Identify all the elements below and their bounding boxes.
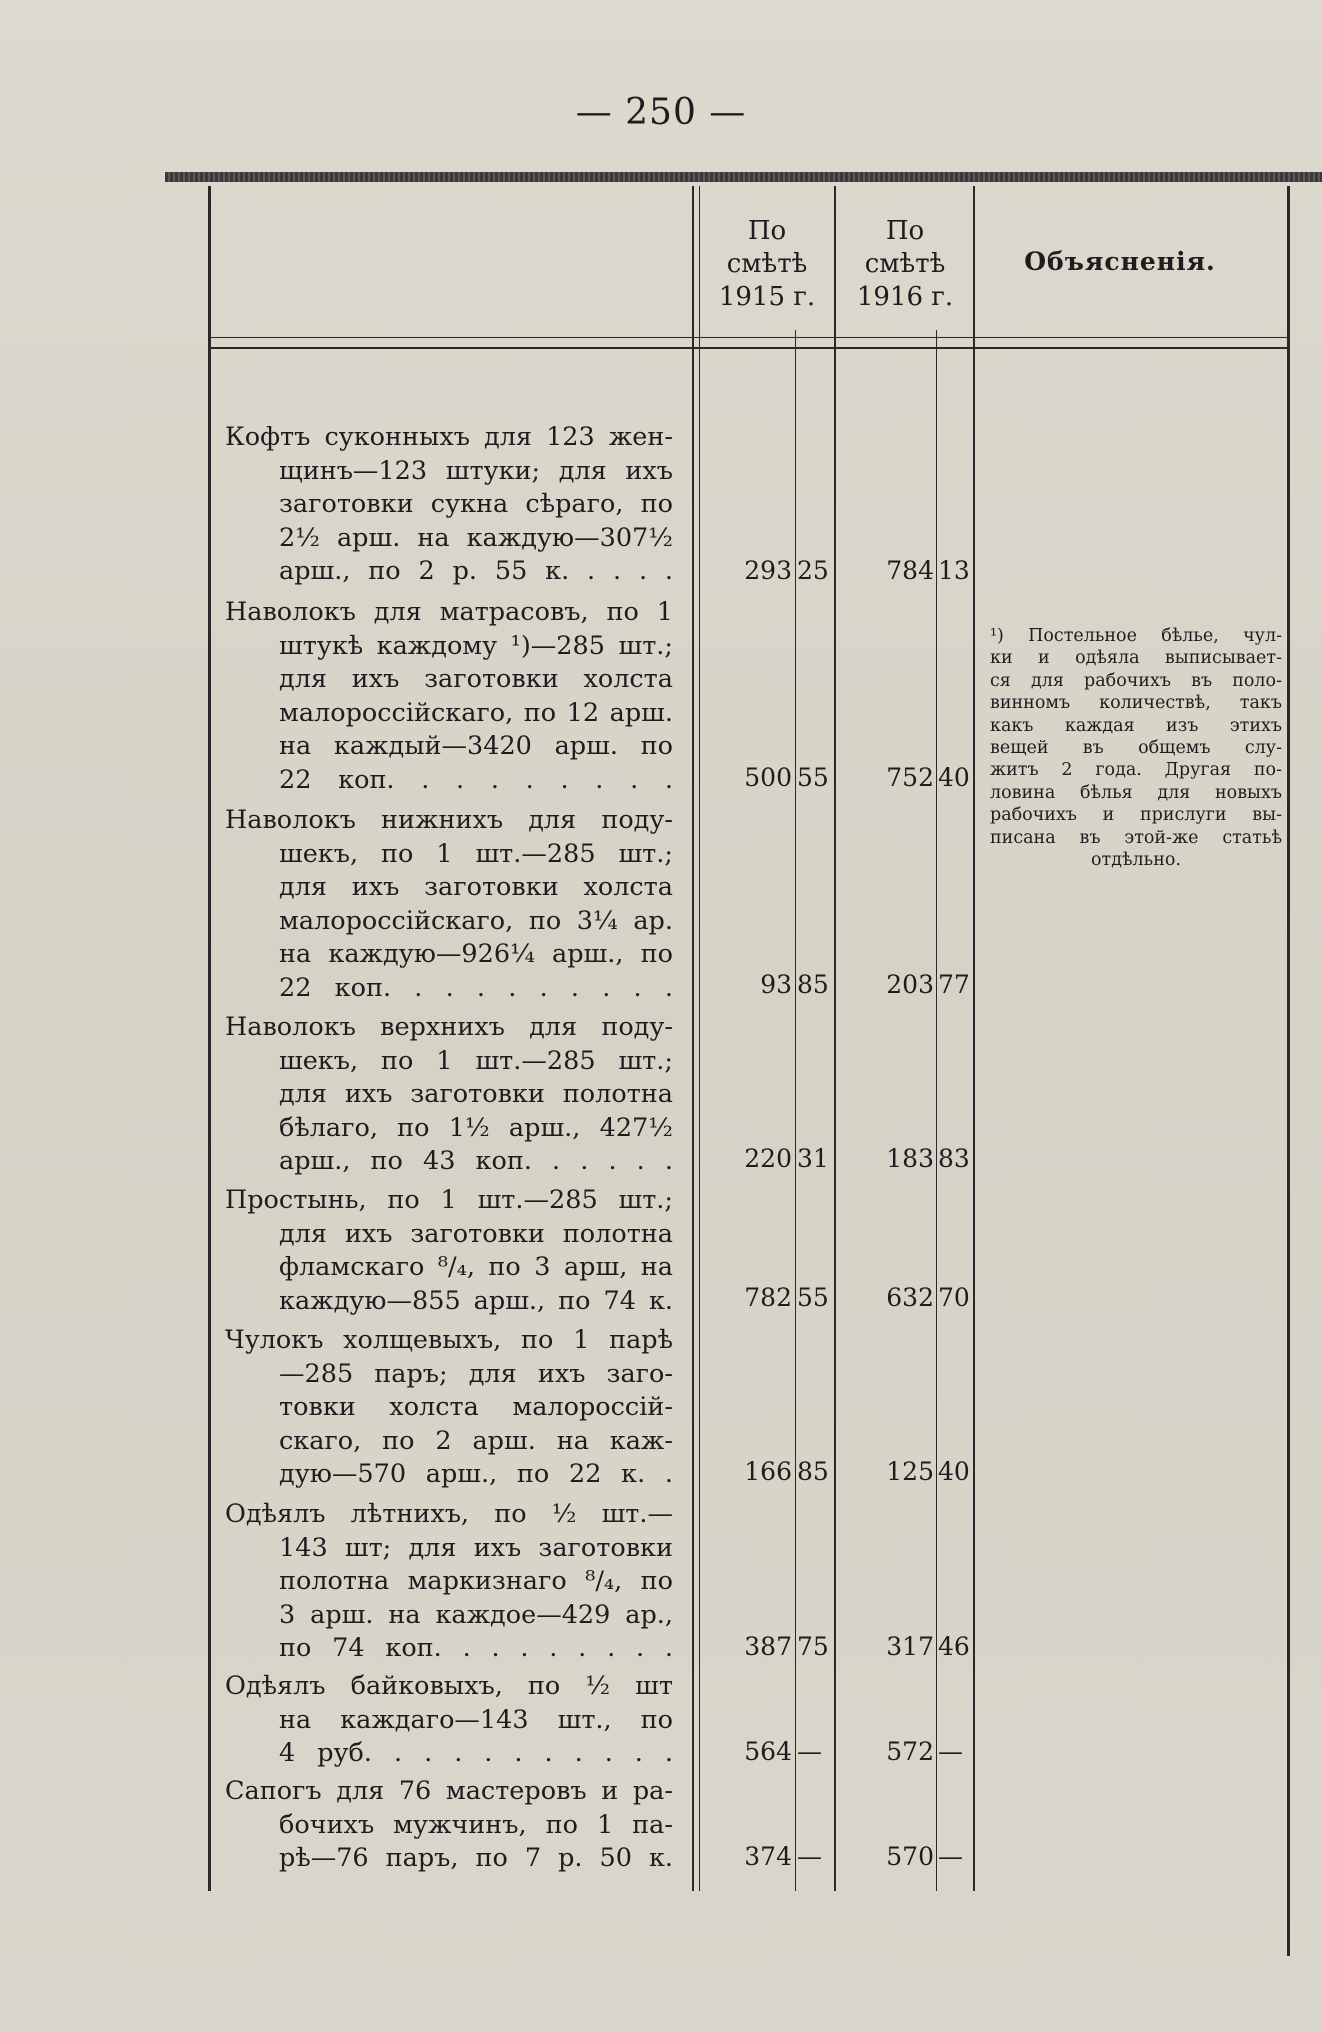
footnote-line: отдѣльно. — [1091, 850, 1181, 871]
amount-1916-kop: — — [938, 1737, 963, 1766]
entry-line: фламскаго ⁸/₄, по 3 арш, на — [279, 1252, 673, 1283]
entry-line: Одѣялъ лѣтнихъ, по ½ шт.— — [225, 1499, 673, 1529]
amount-1915-rub: 782 — [744, 1283, 792, 1312]
entry-line: штукѣ каждому ¹)—285 шт.; — [279, 630, 673, 661]
footnote-line: вещей въ общемъ слу- — [990, 738, 1282, 759]
footnote-line: ки и одѣяла выписывает- — [990, 648, 1282, 669]
entry-upper-pillowcases — [225, 1011, 673, 1179]
header-1916-line: 1916 г. — [856, 282, 954, 312]
header-rule — [210, 337, 1289, 338]
entry-line: на каждаго—143 шт., по — [279, 1704, 673, 1735]
entry-line: для ихъ заготовки холста — [279, 664, 673, 695]
amount-1915-kop: 85 — [797, 970, 829, 999]
entry-line: 143 шт; для ихъ заготовки — [279, 1532, 673, 1563]
amount-1916-kop: 13 — [938, 556, 970, 585]
amount-1915-rub: 387 — [744, 1632, 792, 1661]
entry-line: каждую—855 арш., по 74 к. — [279, 1285, 673, 1316]
entry-line: 2½ арш. на каждую—307½ — [279, 522, 673, 553]
amount-1915-rub: 293 — [744, 556, 792, 585]
footnote-line: какъ каждая изъ этихъ — [990, 715, 1282, 736]
entry-line: заготовки сукна сѣраго, по — [279, 489, 673, 520]
entry-line: Наволокъ верхнихъ для поду- — [225, 1012, 673, 1042]
amount-1916-rub: 570 — [886, 1842, 934, 1871]
amount-1915-kop: 75 — [797, 1632, 829, 1661]
amount-1916-rub: 203 — [886, 970, 934, 999]
column-divider — [795, 330, 796, 1891]
table-top-rule — [165, 172, 1322, 182]
amount-1915-rub: 93 — [760, 970, 792, 999]
entry-line: для ихъ заготовки полотна — [279, 1218, 673, 1249]
entry-line: бѣлаго, по 1½ арш., 427½ — [279, 1112, 673, 1143]
amount-1916-rub: 572 — [886, 1737, 934, 1766]
entry-line: 3 арш. на каждое—429 ар., — [279, 1599, 673, 1630]
footnote-explanation — [990, 625, 1282, 871]
entry-line: Наволокъ нижнихъ для поду- — [225, 805, 673, 835]
amount-1916-kop: 40 — [938, 1457, 970, 1486]
amount-1916-rub: 632 — [886, 1283, 934, 1312]
entry-line: шекъ, по 1 шт.—285 шт.; — [279, 838, 673, 869]
header-1915-line: По — [747, 216, 787, 246]
amount-1915-kop: — — [797, 1842, 822, 1871]
footnote-line: винномъ количествѣ, такъ — [990, 693, 1282, 714]
table-left-border — [208, 186, 211, 1891]
entry-line: Одѣялъ байковыхъ, по ½ шт — [225, 1671, 673, 1701]
entry-line: для ихъ заготовки полотна — [279, 1079, 673, 1110]
amount-1916-rub: 125 — [886, 1457, 934, 1486]
header-1916 — [836, 215, 974, 314]
amount-1915-kop: 31 — [797, 1144, 829, 1173]
amount-1916-kop: — — [938, 1842, 963, 1871]
column-divider — [692, 186, 694, 1891]
amount-1915-kop: 85 — [797, 1457, 829, 1486]
header-1915-line: смѣтѣ — [726, 249, 808, 279]
entry-line: арш., по 43 коп. . . . . . — [279, 1146, 673, 1177]
entry-line: щинъ—123 штуки; для ихъ — [279, 455, 673, 486]
amount-1915-rub: 564 — [744, 1737, 792, 1766]
entry-line: товки холста малороссій- — [279, 1392, 673, 1423]
entry-line: на каждую—926¼ арш., по — [279, 939, 673, 970]
amount-1915-rub: 500 — [744, 763, 792, 792]
table-right-border — [1287, 186, 1290, 1956]
header-1916-line: По — [885, 216, 925, 246]
amount-1916-kop: 77 — [938, 970, 970, 999]
entry-boots — [225, 1775, 673, 1876]
entry-jackets — [225, 421, 673, 589]
amount-1915-kop: 55 — [797, 1283, 829, 1312]
entry-line: малороссійскаго, по 12 арш. — [279, 697, 673, 728]
entry-line: скаго, по 2 арш. на каж- — [279, 1425, 673, 1456]
entry-line: Сапогъ для 76 мастеровъ и ра- — [225, 1776, 673, 1806]
header-1915 — [700, 215, 834, 314]
amount-1916-kop: 40 — [938, 763, 970, 792]
amount-1916-rub: 784 — [886, 556, 934, 585]
entry-flannel-blankets — [225, 1670, 673, 1771]
amount-1915-kop: — — [797, 1737, 822, 1766]
entry-line: 4 руб. . . . . . . . . . . — [279, 1738, 673, 1769]
entry-line: —285 паръ; для ихъ заго- — [279, 1358, 673, 1389]
entry-line: арш., по 2 р. 55 к. . . . . — [279, 556, 673, 587]
amount-1915-rub: 220 — [744, 1144, 792, 1173]
entry-line: шекъ, по 1 шт.—285 шт.; — [279, 1045, 673, 1076]
entry-line: 22 коп. . . . . . . . . . — [279, 972, 673, 1003]
entry-line: для ихъ заготовки холста — [279, 872, 673, 903]
footnote-line: ся для рабочихъ въ поло- — [990, 670, 1282, 691]
entry-line: Чулокъ холщевыхъ, по 1 парѣ — [225, 1325, 673, 1355]
footnote-line: писана въ этой-же статьѣ — [990, 827, 1282, 848]
entry-line: рѣ—76 паръ, по 7 р. 50 к. — [279, 1843, 673, 1874]
entry-mattress-covers — [225, 596, 673, 798]
entry-line: полотна маркизнаго ⁸/₄, по — [279, 1566, 673, 1597]
entry-summer-blankets — [225, 1498, 673, 1666]
amount-1915-kop: 25 — [797, 556, 829, 585]
footnote-line: рабочихъ и прислуги вы- — [990, 805, 1282, 826]
entry-line: Простынь, по 1 шт.—285 шт.; — [225, 1185, 673, 1215]
amount-1916-rub: 183 — [886, 1144, 934, 1173]
header-rule — [210, 347, 1289, 349]
entry-sheets — [225, 1184, 673, 1318]
entry-lower-pillowcases — [225, 804, 673, 1006]
footnote-line: ¹) Постельное бѣлье, чул- — [990, 626, 1282, 646]
amount-1916-rub: 752 — [886, 763, 934, 792]
amount-1915-rub: 374 — [744, 1842, 792, 1871]
entry-line: по 74 коп. . . . . . . . . — [279, 1633, 673, 1664]
amount-1915-kop: 55 — [797, 763, 829, 792]
amount-1916-kop: 83 — [938, 1144, 970, 1173]
entry-line: Кофтъ суконныхъ для 123 жен- — [225, 422, 673, 452]
entry-line: бочихъ мужчинъ, по 1 па- — [279, 1809, 673, 1840]
header-1916-line: смѣтѣ — [864, 249, 946, 279]
amount-1915-rub: 166 — [744, 1457, 792, 1486]
column-divider — [834, 186, 836, 1891]
entry-line: 22 коп. . . . . . . . . — [279, 764, 673, 795]
entry-stockings — [225, 1324, 673, 1492]
amount-1916-kop: 46 — [938, 1632, 970, 1661]
amount-1916-rub: 317 — [886, 1632, 934, 1661]
header-explanations: Объясненія. — [1024, 247, 1216, 276]
footnote-line: житъ 2 года. Другая по- — [990, 760, 1282, 781]
entry-line: Наволокъ для матрасовъ, по 1 — [225, 597, 673, 627]
header-1915-line: 1915 г. — [718, 282, 816, 312]
entry-line: дую—570 арш., по 22 к. . — [279, 1459, 673, 1490]
page-number: — 250 — — [575, 92, 747, 133]
entry-line: на каждый—3420 арш. по — [279, 731, 673, 762]
footnote-line: ловина бѣлья для новыхъ — [990, 782, 1282, 803]
amount-1916-kop: 70 — [938, 1283, 970, 1312]
entry-line: малороссійскаго, по 3¼ ар. — [279, 905, 673, 936]
column-divider — [936, 330, 937, 1891]
